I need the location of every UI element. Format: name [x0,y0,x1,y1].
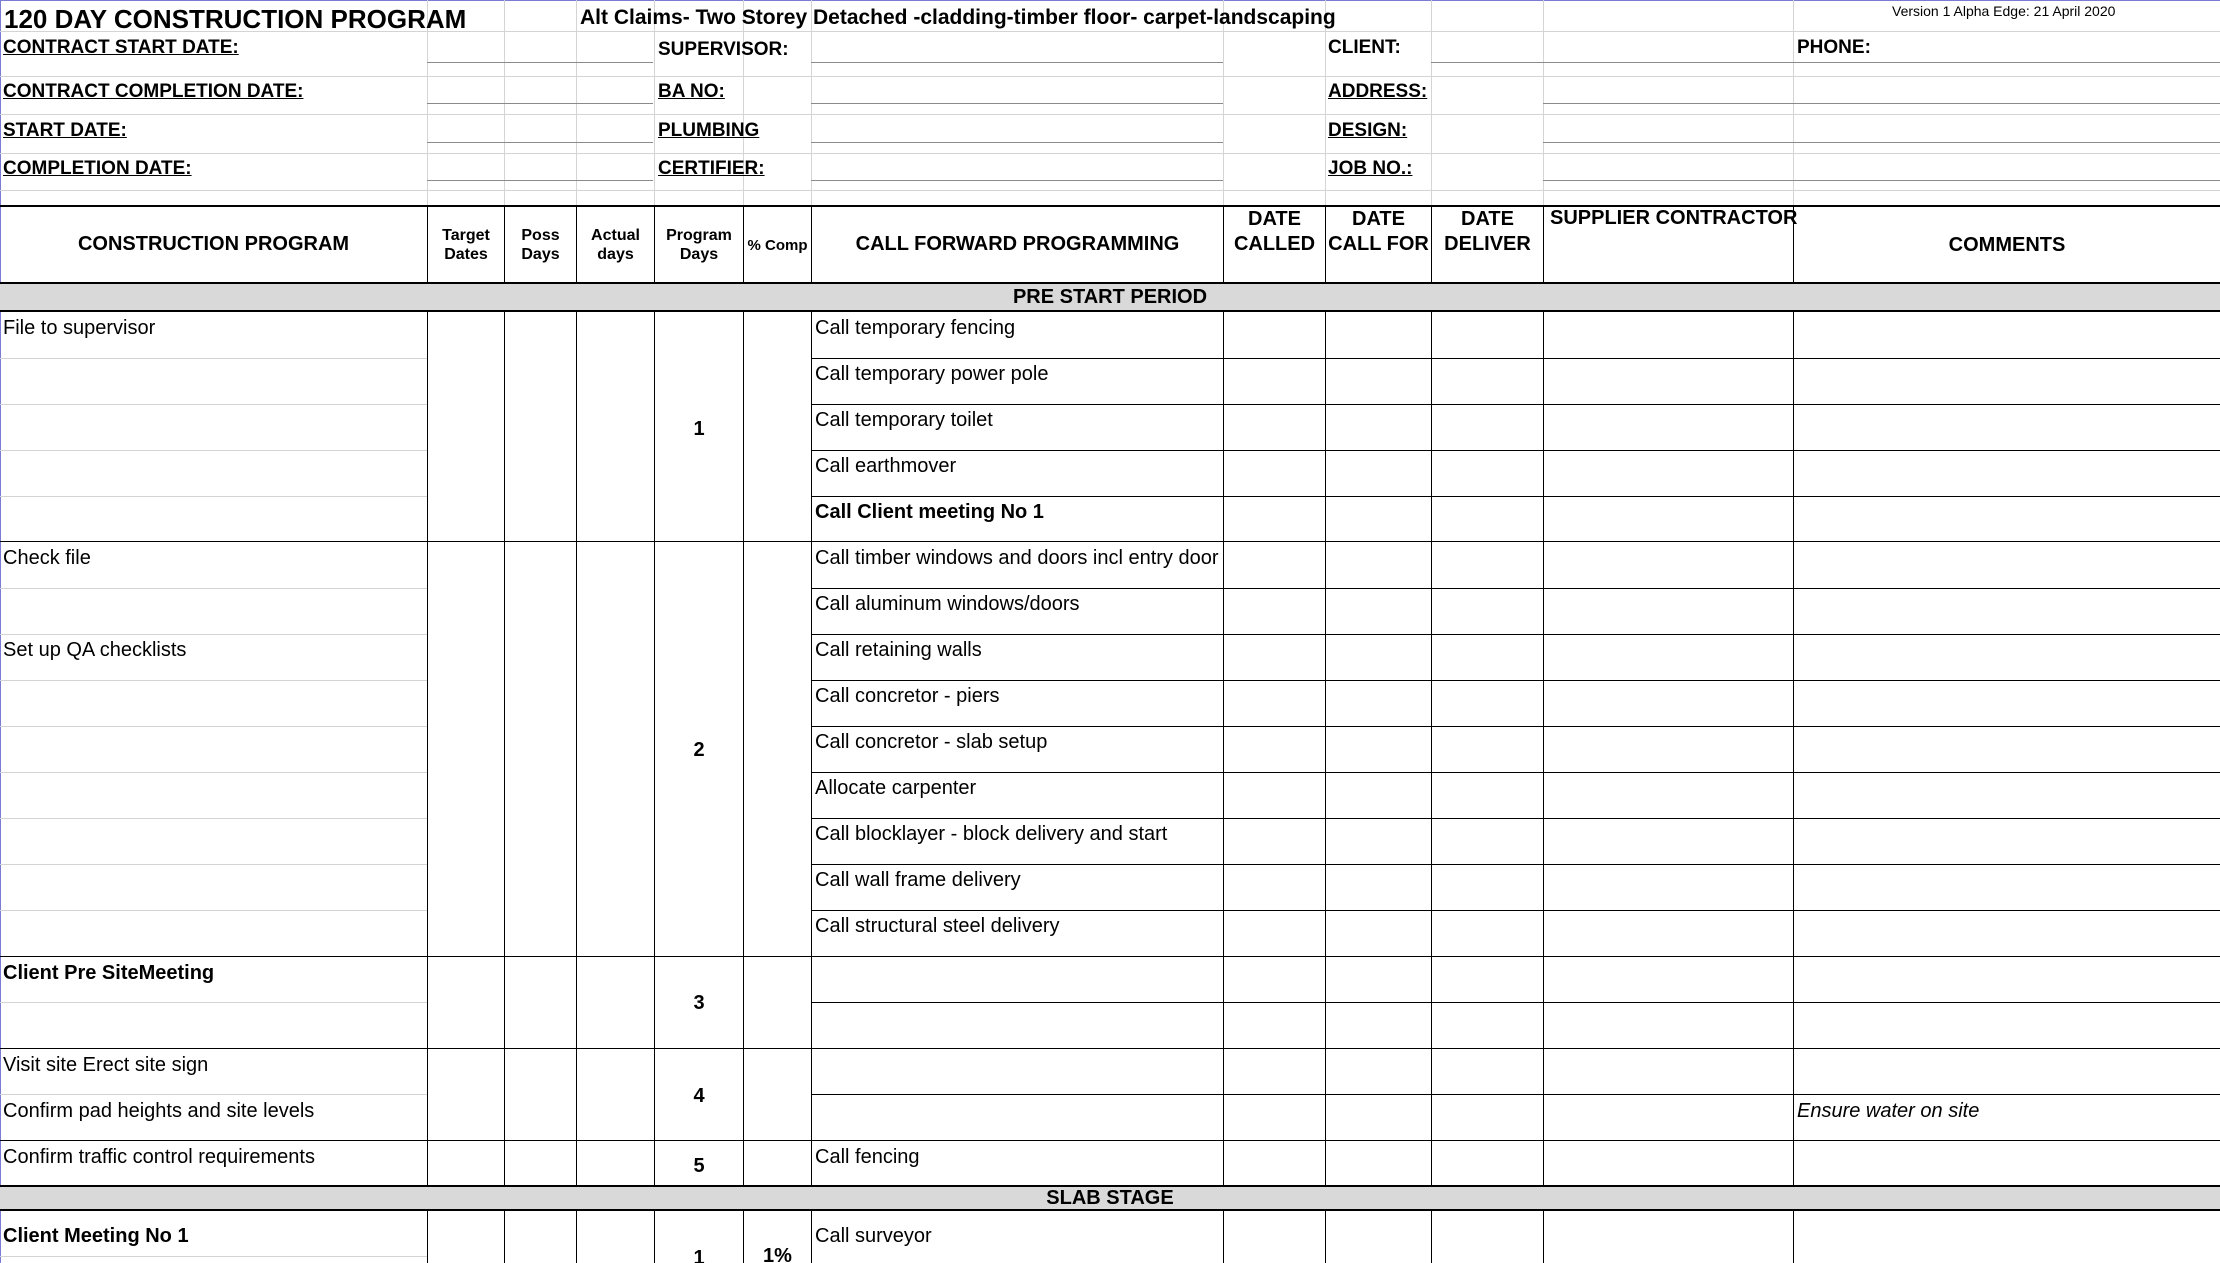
col-border [743,310,744,1187]
design-label: DESIGN: [1328,120,1408,141]
row-border [811,404,2220,405]
group-border [0,1048,2220,1049]
row-border [811,496,2220,497]
field-line [427,103,653,104]
col-border [1325,310,1326,1187]
col-header-construction-program: CONSTRUCTION PROGRAM [77,233,350,255]
field-line [1431,62,2220,63]
col-border [1543,205,1544,284]
call-forward-item: Call concretor - slab setup [815,731,1048,753]
call-forward-item: Call timber windows and doors incl entry door [815,547,1219,569]
col-header-poss-days-line2: Days [521,246,560,263]
col-border [1543,1209,1544,1263]
contract-start-label: CONTRACT START DATE: [3,37,239,58]
job-no-label: JOB NO.: [1328,158,1413,179]
row-border [811,680,2220,681]
col-header-target-dates-line2: Dates [444,246,488,263]
col-header-date-call-for-line1: DATE [1352,208,1405,230]
call-forward-item: Call earthmover [815,455,957,477]
gridline [0,190,2220,191]
gridline [0,588,427,589]
program-item: Visit site Erect site sign [3,1054,209,1076]
sheet-top-border [0,0,2220,1]
section-border [0,1209,2220,1211]
phone-label: PHONE: [1797,37,1871,58]
page-title: 120 DAY CONSTRUCTION PROGRAM [4,4,467,34]
program-item: Confirm pad heights and site levels [3,1100,315,1122]
field-line [1543,142,2220,143]
field-line [811,103,1223,104]
gridline [0,1094,427,1095]
supervisor-label: SUPERVISOR: [658,39,789,60]
call-forward-item: Allocate carpenter [815,777,977,799]
field-line [427,180,653,181]
plumbing-label: PLUMBING [658,120,760,141]
col-header-program-days-line1: Program [666,227,732,244]
group-border [0,956,2220,957]
gridline [0,114,2220,115]
col-border [504,1209,505,1263]
field-line [811,62,1223,63]
col-border [1223,1209,1224,1263]
col-border [504,310,505,1187]
col-border [1325,1209,1326,1263]
contract-completion-label: CONTRACT COMPLETION DATE: [3,81,304,102]
section-border [0,310,2220,312]
call-forward-item: Call temporary power pole [815,363,1049,385]
group-border [0,1140,2220,1141]
field-line [427,62,653,63]
col-border [1223,310,1224,1187]
col-border [1543,310,1544,1187]
row-border [811,450,2220,451]
group-border [0,541,2220,542]
row-border [811,588,2220,589]
call-forward-item: Call fencing [815,1146,920,1168]
call-forward-item: Call wall frame delivery [815,869,1021,891]
row-border [811,910,2220,911]
program-item: Set up QA checklists [3,639,187,661]
ba-no-label: BA NO: [658,81,725,102]
program-days-value: 1 [693,1247,705,1263]
col-border [427,310,428,1187]
call-forward-item: Call blocklayer - block delivery and start [815,823,1168,845]
gridline [0,772,427,773]
program-item: File to supervisor [3,317,156,339]
program-days-value: 2 [693,739,705,761]
col-border [811,310,812,1187]
program-item: Check file [3,547,91,569]
row-border [811,634,2220,635]
col-header-pct-comp: % Comp [747,237,808,254]
certifier-label: CERTIFIER: [658,158,765,179]
call-forward-item: Call retaining walls [815,639,982,661]
start-date-label: START DATE: [3,120,127,141]
col-header-program-days-line2: Days [679,246,719,263]
table-top-border [0,205,2220,207]
col-header-date-deliver-line2: DELIVER [1444,233,1531,255]
col-border [427,1209,428,1263]
row-border [811,1002,2220,1003]
gridline [0,76,2220,77]
address-label: ADDRESS: [1328,81,1428,102]
call-forward-item: Call aluminum windows/doors [815,593,1080,615]
col-border [811,1209,812,1263]
program-days-value: 3 [693,992,705,1014]
call-forward-item: Call structural steel delivery [815,915,1060,937]
row-border [811,864,2220,865]
call-forward-item: Call Client meeting No 1 [815,501,1044,523]
page-subtitle: Alt Claims- Two Storey Detached -cladding-timber floor- carpet-landscaping [580,6,1336,29]
gridline [0,726,427,727]
field-line [1543,180,2220,181]
gridline [0,634,427,635]
col-border [576,1209,577,1263]
program-item: Client Meeting No 1 [3,1225,189,1247]
program-item: Confirm traffic control requirements [3,1146,315,1168]
row-border [811,1094,2220,1095]
field-line [811,180,1223,181]
col-header-date-called-line2: CALLED [1233,233,1316,255]
version-label: Version 1 Alpha Edge: 21 April 2020 [1892,3,2116,19]
col-border [1431,1209,1432,1263]
col-border [1793,1209,1794,1263]
col-header-date-deliver-line1: DATE [1461,208,1514,230]
program-item: Client Pre SiteMeeting [3,962,215,984]
col-header-date-call-for-line2: CALL FOR [1328,233,1429,255]
row-border [811,726,2220,727]
col-header-poss-days-line1: Poss [521,227,560,244]
call-forward-item: Call surveyor [815,1225,932,1247]
col-header-comments: COMMENTS [1948,234,2066,256]
col-border [1431,310,1432,1187]
section-header-slab-stage: SLAB STAGE [0,1187,2220,1209]
gridline [0,404,427,405]
pct-comp-value: 1% [763,1245,792,1263]
gridline [0,680,427,681]
program-days-value: 1 [693,418,705,440]
col-header-target-dates-line1: Target [442,227,490,244]
gridline [0,1256,427,1257]
gridline [0,910,427,911]
col-header-date-called-line1: DATE [1248,208,1301,230]
client-label: CLIENT: [1328,37,1401,58]
program-days-value: 5 [693,1155,705,1177]
gridline [0,153,2220,154]
gridline [0,1002,427,1003]
comment-text: Ensure water on site [1797,1100,1980,1122]
field-line [427,142,653,143]
row-border [811,818,2220,819]
col-header-call-forward: CALL FORWARD PROGRAMMING [855,233,1180,255]
gridline [0,864,427,865]
gridline [0,358,427,359]
call-forward-item: Call concretor - piers [815,685,1000,707]
field-line [811,142,1223,143]
col-border [576,310,577,1187]
section-header-pre-start: PRE START PERIOD [0,284,2220,310]
program-days-value: 4 [693,1085,705,1107]
gridline [0,496,427,497]
call-forward-item: Call temporary fencing [815,317,1016,339]
col-header-actual-days-line2: days [597,246,634,263]
gridline [0,450,427,451]
field-line [1543,103,2220,104]
col-header-supplier-contractor: SUPPLIER CONTRACTOR [1550,207,1798,229]
col-border [1793,310,1794,1187]
gridline [0,818,427,819]
completion-date-label: COMPLETION DATE: [3,158,192,179]
row-border [811,358,2220,359]
col-header-actual-days-line1: Actual [591,227,640,244]
call-forward-item: Call temporary toilet [815,409,993,431]
row-border [811,772,2220,773]
